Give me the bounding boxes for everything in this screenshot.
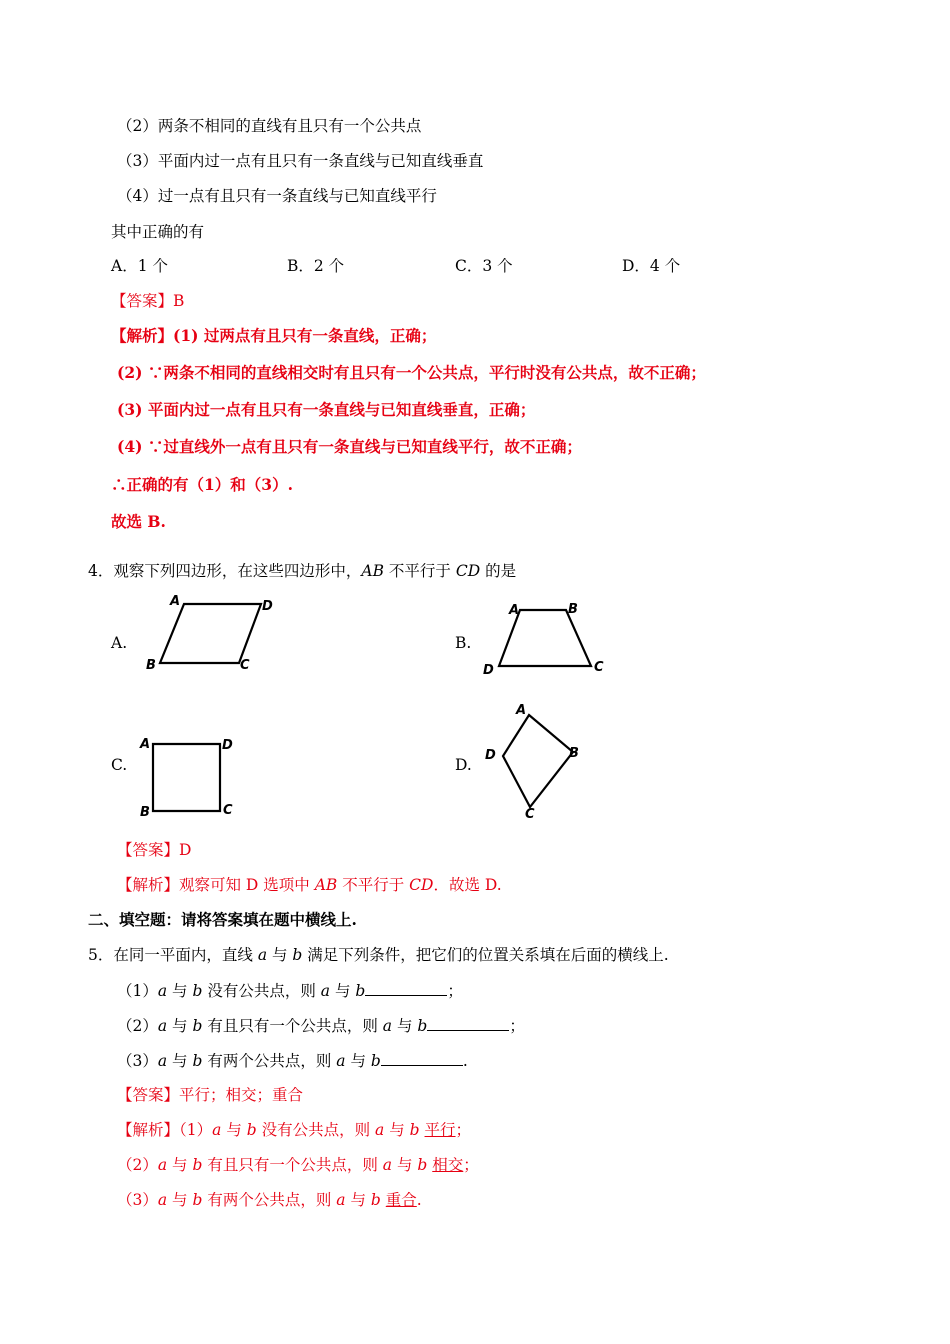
q4-answer: 【答案】D (117, 841, 192, 859)
q3-option-a: A．1 个 (111, 257, 168, 275)
q4-stem: 4．观察下列四边形，在这些四边形中，AB 不平行于 CD 的是 (88, 562, 517, 580)
q3-analysis-line: (2) ∵两条不相同的直线相交时有且只有一个公共点，平行时没有公共点，故不正确； (117, 363, 706, 382)
q5-stem: 5．在同一平面内，直线 a 与 b 满足下列条件，把它们的位置关系填在后面的横线上. (88, 946, 669, 964)
answer-blank[interactable] (365, 980, 447, 996)
vertex-label: D (222, 738, 233, 753)
q3-answer: 【答案】B (111, 292, 185, 310)
vertex-label: A (509, 603, 520, 618)
vertex-label: C (240, 658, 250, 673)
q3-analysis-line: (3) 平面内过一点有且只有一条直线与已知直线垂直，正确； (117, 400, 536, 419)
q3-analysis-line: 【解析】(1) 过两点有且只有一条直线，正确； (111, 326, 437, 345)
square-shape (153, 744, 220, 811)
q4-option-a-label: A. (111, 634, 128, 652)
q3-statement-2: （2）两条不相同的直线有且只有一个公共点 (117, 117, 422, 135)
q4-option-d-label: D. (455, 756, 472, 774)
vertex-label: C (223, 803, 233, 818)
answer-blank[interactable] (427, 1015, 509, 1031)
vertex-label: B (146, 658, 156, 673)
vertex-label: D (262, 599, 273, 614)
q3-prompt: 其中正确的有 (111, 223, 205, 241)
q4-figure-a-parallelogram (140, 590, 290, 675)
q4-analysis: 【解析】观察可知 D 选项中 AB 不平行于 CD．故选 D. (117, 876, 502, 894)
quadrilateral-shape (503, 715, 573, 807)
vertex-label: C (525, 807, 535, 822)
vertex-label: D (485, 748, 496, 763)
q3-option-b: B．2 个 (287, 257, 345, 275)
vertex-label: B (569, 746, 579, 761)
q3-analysis-line: ∴正确的有（1）和（3）. (111, 475, 293, 494)
q5-analysis-line: （3）a 与 b 有两个公共点，则 a 与 b 重合. (117, 1191, 422, 1209)
q4-option-b-label: B. (455, 634, 472, 652)
q3-option-d: D．4 个 (622, 257, 681, 275)
q4-figure-c-square (137, 730, 247, 825)
q5-analysis-line: 【解析】（1）a 与 b 没有公共点，则 a 与 b 平行； (117, 1121, 472, 1139)
vertex-label: A (140, 737, 151, 752)
q4-option-c-label: C. (111, 756, 128, 774)
q5-item-3: （3）a 与 b 有两个公共点，则 a 与 b . (117, 1052, 468, 1070)
q5-analysis-line: （2）a 与 b 有且只有一个公共点，则 a 与 b 相交； (117, 1156, 479, 1174)
answer-blank[interactable] (381, 1050, 463, 1066)
q3-option-c: C．3 个 (455, 257, 513, 275)
parallelogram-shape (160, 604, 261, 663)
q5-answer: 【答案】平行；相交；重合 (117, 1086, 304, 1104)
q3-analysis-line: 故选 B. (111, 512, 166, 531)
section-2-heading: 二、填空题：请将答案填在题中横线上. (88, 910, 357, 929)
vertex-label: C (594, 660, 604, 675)
vertex-label: A (516, 703, 527, 718)
q4-figure-b-trapezoid (478, 595, 613, 680)
q5-item-1: （1）a 与 b 没有公共点，则 a 与 b ； (117, 982, 463, 1000)
q3-analysis-line: (4) ∵过直线外一点有且只有一条直线与已知直线平行，故不正确； (117, 437, 582, 456)
vertex-label: D (483, 663, 494, 678)
q3-statement-4: （4）过一点有且只有一条直线与已知直线平行 (117, 187, 437, 205)
vertex-label: B (568, 602, 578, 617)
vertex-label: B (140, 805, 150, 820)
q5-item-2: （2）a 与 b 有且只有一个公共点，则 a 与 b ； (117, 1017, 525, 1035)
trapezoid-shape (499, 610, 591, 666)
q4-figure-d-quadrilateral (480, 698, 590, 823)
vertex-label: A (170, 594, 181, 609)
q3-statement-3: （3）平面内过一点有且只有一条直线与已知直线垂直 (117, 152, 484, 170)
